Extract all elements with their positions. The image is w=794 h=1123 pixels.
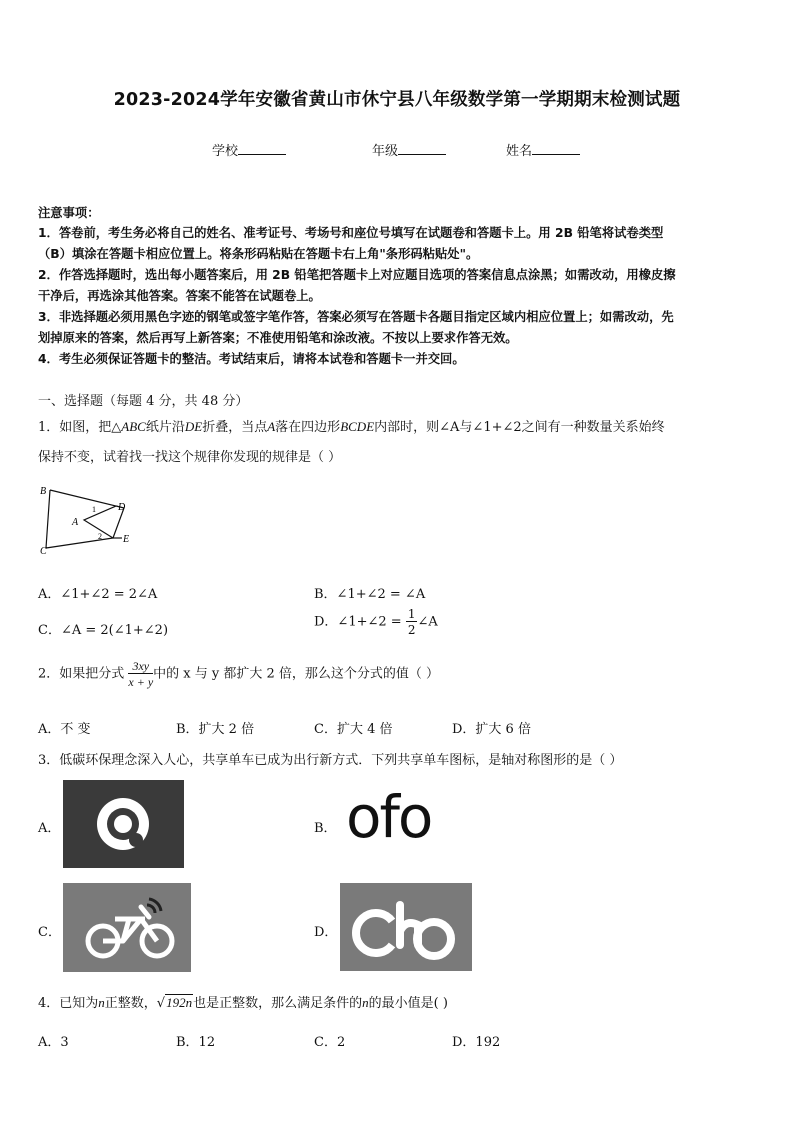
page-title: 2023-2024学年安徽省黄山市休宁县八年级数学第一学期期末检测试题: [113, 90, 681, 110]
notice-line: 划掉原来的答案，然后再写上新答案；不准使用铅笔和涂改液。不按以上要求作答无效。: [38, 331, 518, 345]
fraction: [406, 608, 418, 636]
q4-mid2: 也是正整数，那么满足条件的: [193, 996, 363, 1011]
notice-line: 2．作答选择题时，选出每小题答案后，用 2B 铅笔把答题卡上对应题目选项的答案信息点涂黑；如需改动，用橡皮擦: [38, 268, 676, 282]
grade-field[interactable]: [372, 140, 446, 159]
q1-de: DE: [184, 419, 203, 434]
question-3-text: 3．低碳环保理念深入人心，共享单车已成为出行新方式．下列共享单车图标，是轴对称图形的是（ ）: [38, 753, 623, 768]
label-e: E: [123, 534, 130, 545]
q1-option-b[interactable]: B．∠1+∠2 = ∠A: [314, 587, 426, 602]
q4-var-n: n: [98, 995, 105, 1010]
q3-option-a-label[interactable]: A．: [38, 821, 61, 836]
fraction-numerator: 1: [407, 607, 416, 621]
grade-blank[interactable]: [398, 142, 446, 155]
label-a: A: [72, 517, 79, 528]
label-angle-2: 2: [98, 532, 102, 541]
name-field[interactable]: [506, 140, 580, 159]
q1-part: 折叠，当点: [202, 420, 268, 435]
notice-line: 4．考生必须保证答题卡的整洁。考试结束后，请将本试卷和答题卡一并交回。: [38, 352, 465, 366]
label-b: B: [40, 486, 47, 497]
q2-option-d[interactable]: D．扩大 6 倍: [452, 722, 531, 737]
fraction-denominator: 2: [407, 623, 416, 637]
bike-logo-d-icon[interactable]: [340, 883, 472, 971]
q4-post: 的最小值是( ): [368, 996, 448, 1011]
q1-option-d[interactable]: [314, 608, 438, 636]
label-d: D: [118, 502, 126, 513]
question-1-line2: 保持不变，试着找一找这个规律你发现的规律是（ ）: [38, 450, 342, 465]
q1-option-d-post: ∠A: [417, 614, 438, 630]
grade-label: 年级: [372, 144, 399, 159]
q4-option-b[interactable]: B．12: [176, 1035, 216, 1050]
sqrt-symbol: √: [156, 996, 166, 1011]
notice-line: （B）填涂在答题卡相应位置上。将条形码粘贴在答题卡右上角"条形码粘贴处"。: [38, 247, 479, 261]
q1-option-c[interactable]: C．∠A = 2(∠1+∠2): [38, 623, 169, 638]
q2-post: 中的 x 与 y 都扩大 2 倍，那么这个分式的值（ ）: [153, 666, 440, 682]
label-angle-1: 1: [92, 505, 96, 514]
q3-option-c-label[interactable]: C．: [38, 925, 61, 940]
q1-option-d-pre: D．∠1+∠2 =: [314, 614, 402, 630]
notice-heading: 注意事项：: [38, 206, 100, 220]
q2-pre: 2．如果把分式: [38, 666, 125, 682]
q1-point-a: A: [267, 419, 276, 434]
question-4-text: [38, 992, 448, 1011]
q1-quad: BCDE: [340, 419, 375, 434]
school-blank[interactable]: [238, 142, 286, 155]
question-2-text: [38, 660, 439, 688]
label-c: C: [40, 546, 47, 557]
q4-sqrt: 192n: [166, 995, 193, 1010]
question-1-text: [38, 416, 665, 435]
q4-option-c[interactable]: C．2: [314, 1035, 346, 1050]
q4-pre: 4．已知为: [38, 996, 99, 1011]
q1-option-a[interactable]: A．∠1+∠2 = 2∠A: [38, 587, 158, 602]
q2-option-a[interactable]: A．不 变: [38, 722, 91, 737]
q1-triangle: △ABC: [111, 419, 146, 434]
q2-option-c[interactable]: C．扩大 4 倍: [314, 722, 393, 737]
q2-option-b[interactable]: B．扩大 2 倍: [176, 722, 255, 737]
section-heading: 一、选择题（每题 4 分，共 48 分）: [38, 394, 249, 409]
fraction-denominator: x + y: [128, 675, 154, 689]
ofo-logo[interactable]: ofo: [346, 783, 432, 851]
bike-logo-a-icon[interactable]: [63, 780, 184, 868]
school-label: 学校: [212, 144, 239, 159]
q1-part: 1．如图，把: [38, 420, 112, 435]
triangle-fold-figure: [36, 480, 146, 560]
q4-var-n: n: [362, 995, 369, 1010]
school-field[interactable]: [212, 140, 286, 159]
notice-line: 干净后，再选涂其他答案。答案不能答在试题卷上。: [38, 289, 321, 303]
q1-part: 纸片沿: [145, 420, 185, 435]
notice-line: 1．答卷前，考生务必将自己的姓名、准考证号、考场号和座位号填写在试题卷和答题卡上。用 2B 铅笔将试卷类型: [38, 226, 664, 240]
bike-logo-c-icon[interactable]: [63, 883, 191, 972]
name-blank[interactable]: [532, 142, 580, 155]
q4-mid1: 正整数，: [104, 996, 157, 1011]
fraction-numerator: 3xy: [128, 660, 153, 674]
q1-part: 内部时，则∠A与∠1+∠2之间有一种数量关系始终: [374, 420, 665, 435]
q3-option-b-label[interactable]: B．: [314, 821, 337, 836]
notice-line: 3．非选择题必须用黑色字迹的钢笔或签字笔作答，答案必须写在答题卡各题目指定区域内相应位置上；如需改动，先: [38, 310, 674, 324]
q2-fraction: [128, 660, 153, 688]
name-label: 姓名: [506, 144, 533, 159]
q4-option-a[interactable]: A．3: [38, 1035, 69, 1050]
q3-option-d-label[interactable]: D．: [314, 925, 338, 940]
q1-part: 落在四边形: [275, 420, 341, 435]
q4-option-d[interactable]: D．192: [452, 1035, 501, 1050]
